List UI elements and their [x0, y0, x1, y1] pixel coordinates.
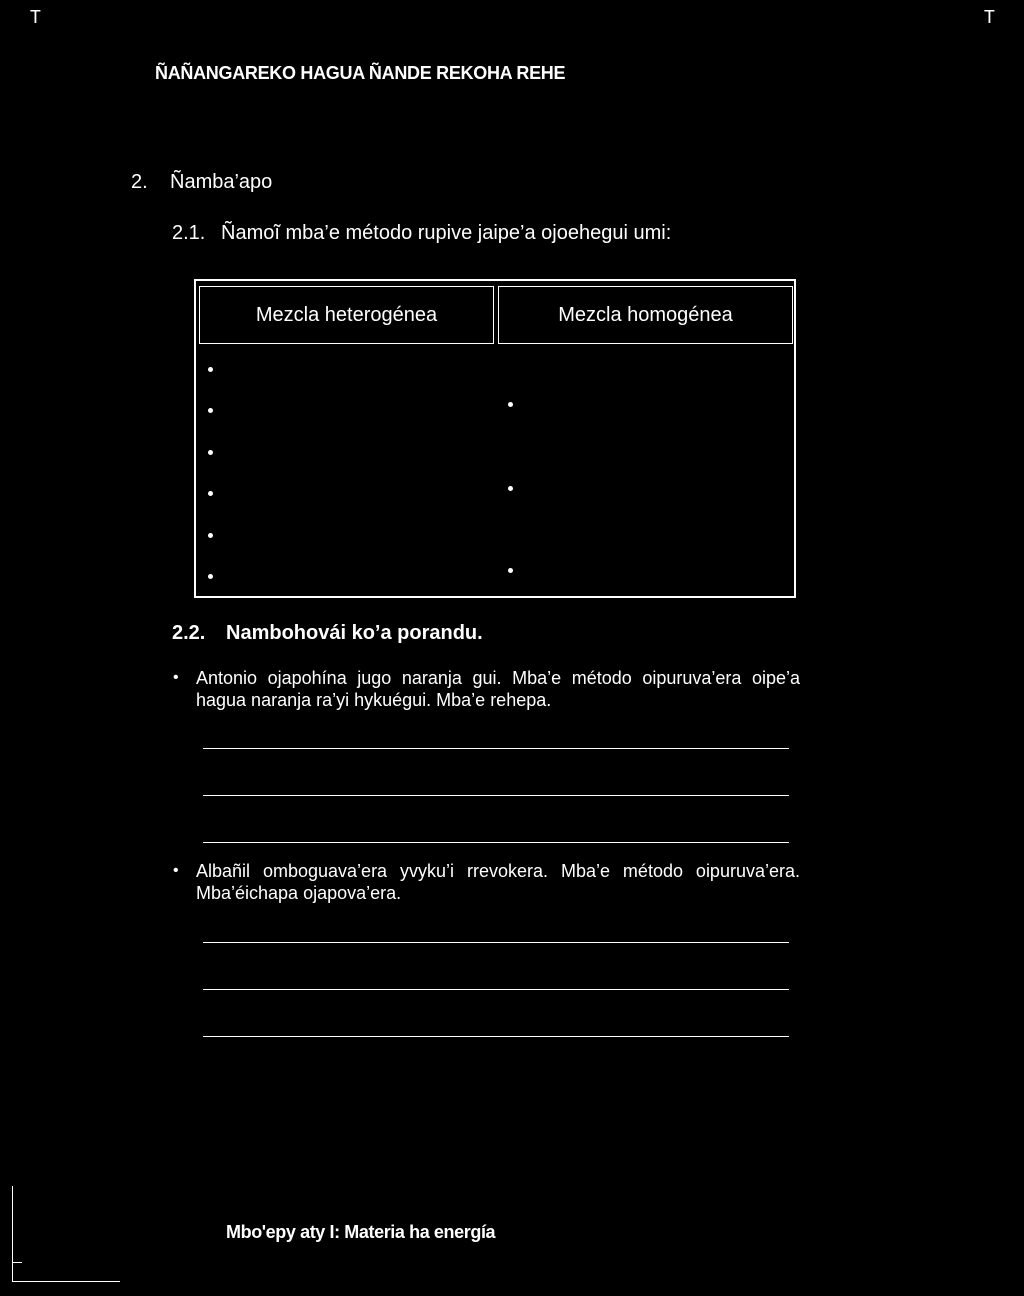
answer-line[interactable]	[203, 748, 789, 749]
table-right-bullet	[508, 568, 513, 573]
footer-horizontal-rule	[12, 1281, 120, 1282]
table-left-bullet	[208, 491, 213, 496]
table-right-bullet	[508, 402, 513, 407]
question-1-text: Antonio ojapohína jugo naranja gui. Mba’e método oipuruva’era oipe’a hagua naranja ra’yi hykuégui. Mba’e rehepa.	[196, 668, 800, 710]
footer-unit-title: Mbo'epy aty I: Materia ha energía	[226, 1222, 496, 1242]
question-1-bullet: •	[173, 669, 179, 686]
section-number: 2.	[131, 171, 148, 193]
crop-mark-right: T	[984, 7, 995, 28]
answer-line[interactable]	[203, 842, 789, 843]
section-title: Ñamba’apo	[170, 171, 273, 193]
subsection-1-instruction: Ñamoĩ mba’e método rupive jaipe’a ojoehegui umi:	[221, 222, 672, 244]
answer-line[interactable]	[203, 795, 789, 796]
subsection-1-number: 2.1.	[172, 222, 206, 244]
subsection-2-title: Nambohovái ko’a porandu.	[226, 622, 483, 644]
table-left-bullet	[208, 450, 213, 455]
answer-line[interactable]	[203, 1036, 789, 1037]
table-right-bullet	[508, 486, 513, 491]
table-left-bullet	[208, 574, 213, 579]
question-2-text: Albañil omboguava’era yvyku’i rrevokera. Mba’e método oipuruva’era. Mba’éichapa ojapova’era.	[196, 861, 800, 903]
footer-tick-mark	[12, 1262, 22, 1263]
table-header-homogeneous: Mezcla homogénea	[498, 286, 793, 344]
question-2-bullet: •	[173, 862, 179, 879]
answer-line[interactable]	[203, 989, 789, 990]
answer-line[interactable]	[203, 942, 789, 943]
table-header-heterogeneous: Mezcla heterogénea	[199, 286, 494, 344]
table-left-bullet	[208, 533, 213, 538]
subsection-2-number: 2.2.	[172, 622, 206, 644]
table-left-bullet	[208, 367, 213, 372]
footer-vertical-rule	[12, 1186, 13, 1282]
page-header-title: ÑAÑANGAREKO HAGUA ÑANDE REKOHA REHE	[155, 63, 566, 83]
table-left-bullet	[208, 408, 213, 413]
crop-mark-left: T	[30, 7, 41, 28]
